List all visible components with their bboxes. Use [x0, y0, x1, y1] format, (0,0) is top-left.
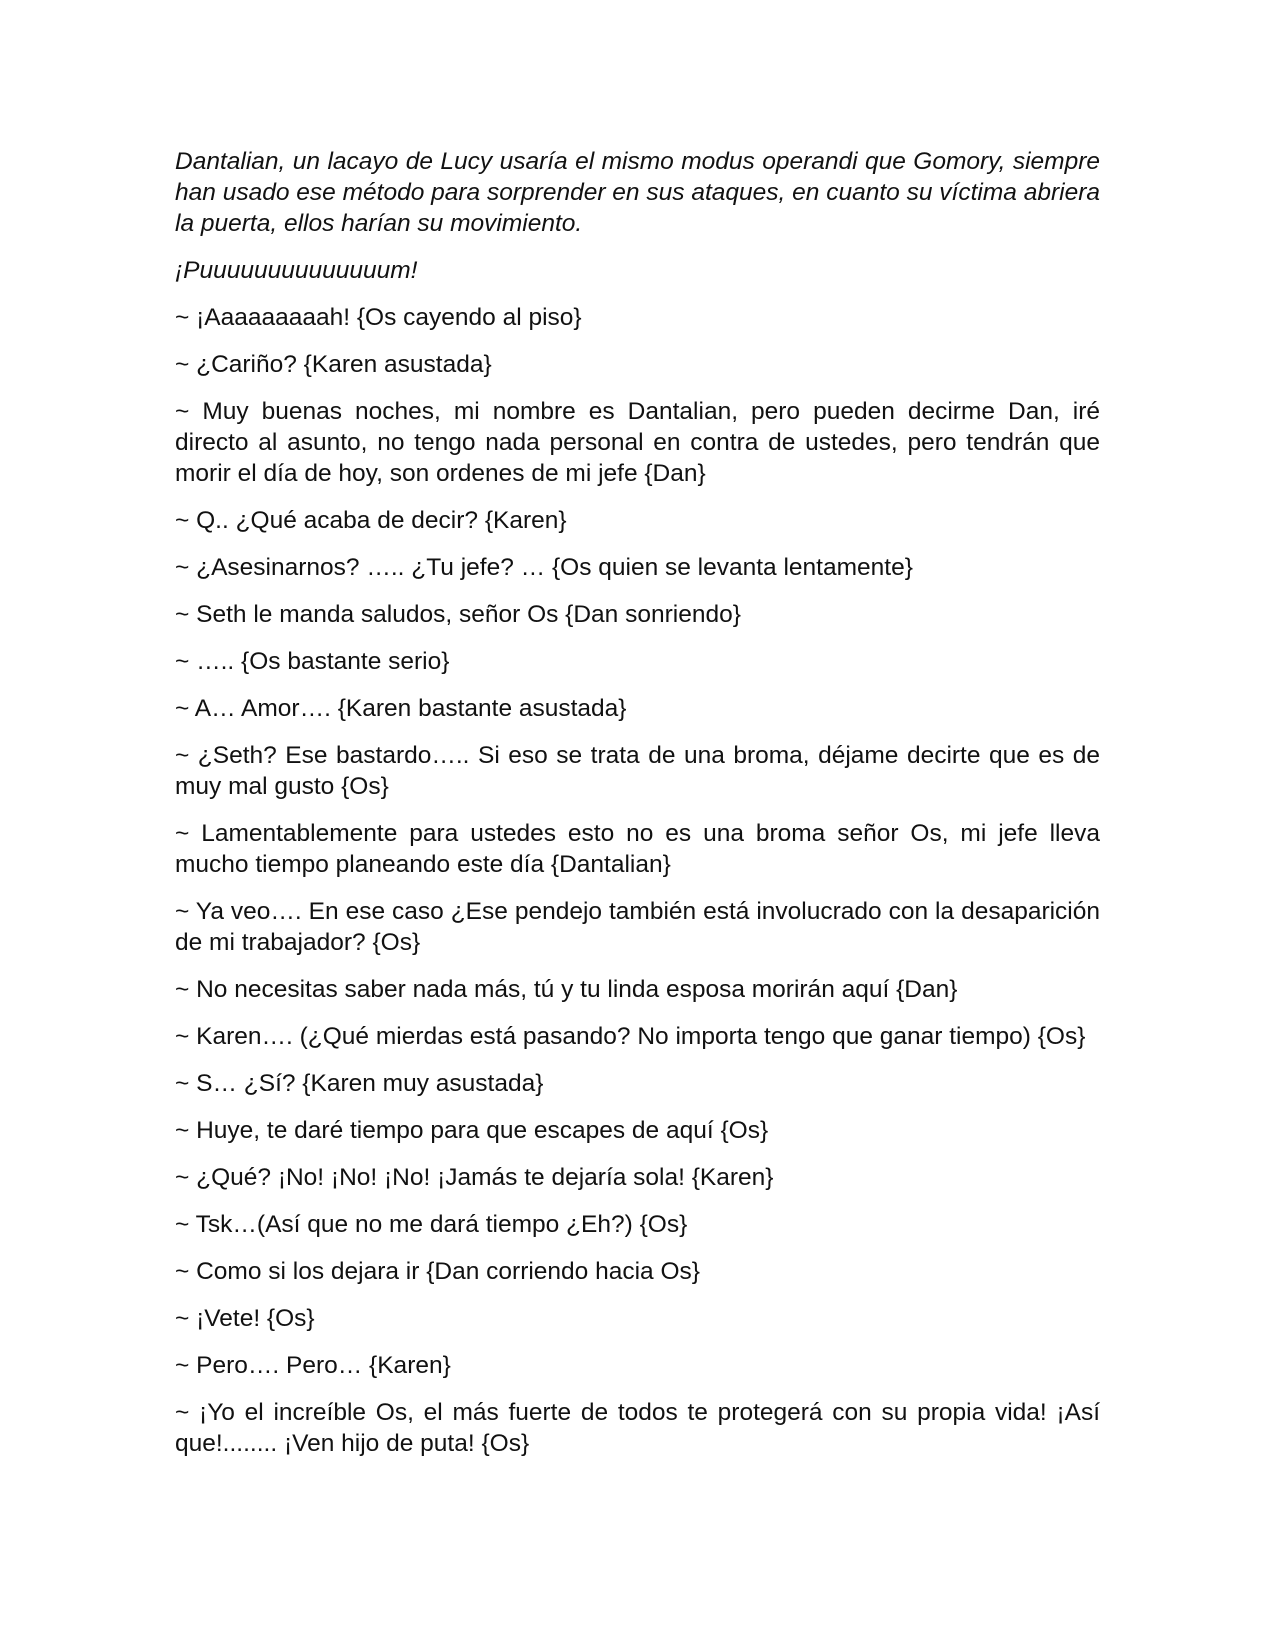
dialogue-line: ~ ¡Vete! {Os}: [175, 1305, 315, 1332]
dialogue-line: ~ ¿Cariño? {Karen asustada}: [175, 351, 492, 378]
dialogue-line: ~ A… Amor…. {Karen bastante asustada}: [175, 695, 627, 722]
dialogue-line: ~ Ya veo…. En ese caso ¿Ese pendejo también está involucrado con la desaparición de mi trabajador? {Os}: [175, 898, 1100, 956]
dialogue-line: ~ S… ¿Sí? {Karen muy asustada}: [175, 1070, 544, 1097]
dialogue-line: ~ Tsk…(Así que no me dará tiempo ¿Eh?) {Os}: [175, 1211, 688, 1238]
dialogue-line: ~ ¡Yo el increíble Os, el más fuerte de todos te protegerá con su propia vida! ¡Así que!........ ¡Ven hijo de puta! {Os}: [175, 1399, 1100, 1457]
dialogue-line: ~ Lamentablemente para ustedes esto no es una broma señor Os, mi jefe lleva mucho tiempo planeando este día {Dantalian}: [175, 820, 1100, 878]
document-page: [175, 146, 1100, 1475]
dialogue-line: ~ ¿Qué? ¡No! ¡No! ¡No! ¡Jamás te dejaría sola! {Karen}: [175, 1164, 774, 1191]
dialogue-line: ~ Seth le manda saludos, señor Os {Dan sonriendo}: [175, 601, 741, 628]
dialogue-line: ~ Karen…. (¿Qué mierdas está pasando? No importa tengo que ganar tiempo) {Os}: [175, 1023, 1086, 1050]
narration-paragraph: Dantalian, un lacayo de Lucy usaría el mismo modus operandi que Gomory, siempre han usado ese método para sorprender en sus ataques, en cuanto su víctima abriera la puerta, ellos harían su movimiento.: [175, 148, 1100, 237]
dialogue-line: ~ ¿Asesinarnos? ….. ¿Tu jefe? … {Os quien se levanta lentamente}: [175, 554, 913, 581]
dialogue-line: ~ Q.. ¿Qué acaba de decir? {Karen}: [175, 507, 567, 534]
dialogue-line: ~ Huye, te daré tiempo para que escapes de aquí {Os}: [175, 1117, 769, 1144]
dialogue-line: ~ ….. {Os bastante serio}: [175, 648, 450, 675]
dialogue-line: ~ Muy buenas noches, mi nombre es Dantalian, pero pueden decirme Dan, iré directo al asunto, no tengo nada personal en contra de ustedes, pero tendrán que morir el día de hoy, son ordenes de mi jefe {Dan}: [175, 398, 1100, 487]
dialogue-line: ~ Pero…. Pero… {Karen}: [175, 1352, 451, 1379]
dialogue-line: ~ Como si los dejara ir {Dan corriendo hacia Os}: [175, 1258, 700, 1285]
dialogue-line: ~ No necesitas saber nada más, tú y tu linda esposa morirán aquí {Dan}: [175, 976, 958, 1003]
sound-effect: ¡Puuuuuuuuuuuuuum!: [175, 257, 418, 284]
dialogue-line: ~ ¡Aaaaaaaaah! {Os cayendo al piso}: [175, 304, 582, 331]
dialogue-line: ~ ¿Seth? Ese bastardo….. Si eso se trata de una broma, déjame decirte que es de muy mal gusto {Os}: [175, 742, 1100, 800]
